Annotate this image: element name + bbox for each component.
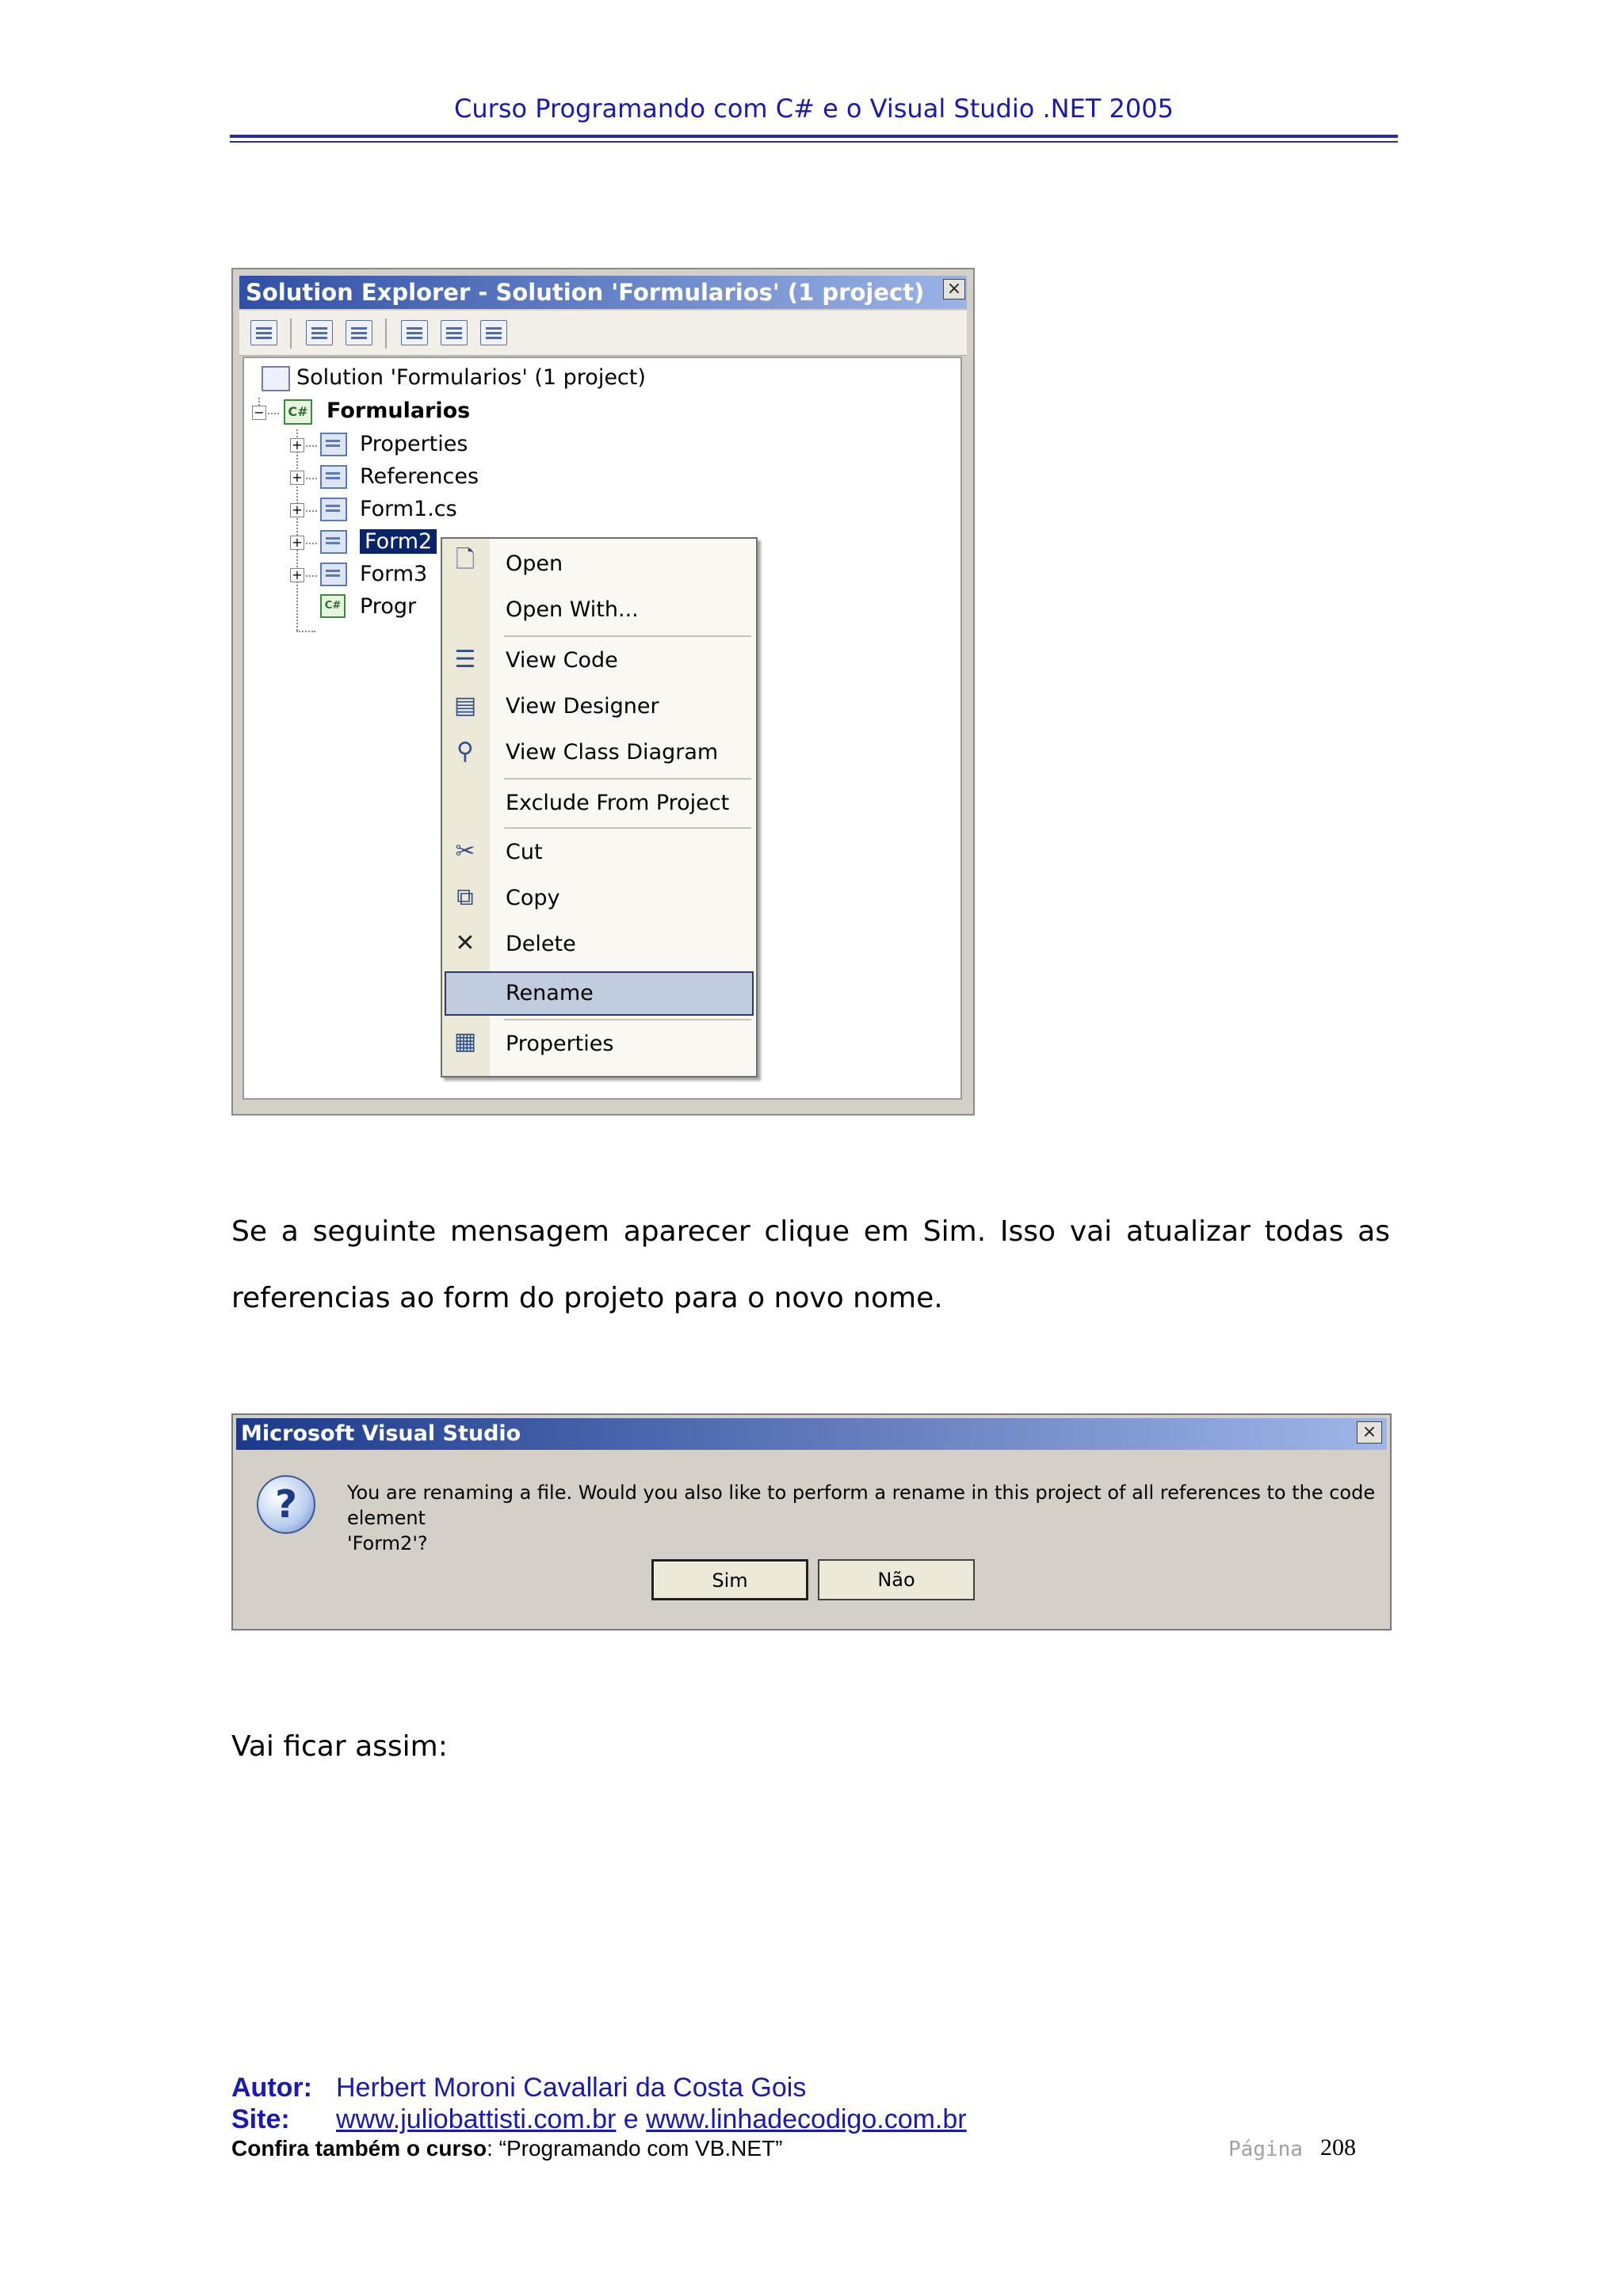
tree-line xyxy=(306,510,317,512)
message-box xyxy=(231,1413,1392,1630)
open-icon: 🗋 xyxy=(455,546,475,574)
message-line: You are renaming a file. Would you also like to perform a rename in this project of all references to the code element xyxy=(347,1482,1376,1529)
view-code-icon: ☰ xyxy=(454,646,476,673)
running-header: Curso Programando com C# e o Visual Studio .NET 2005 xyxy=(454,93,1174,124)
menu-item-view-class-diagram[interactable]: View Class Diagram xyxy=(506,740,719,765)
tree-line xyxy=(306,543,317,544)
paragraph-line: referencias ao form do projeto para o novo nome. xyxy=(231,1282,943,1314)
menu-item-cut[interactable]: Cut xyxy=(506,840,543,864)
view-designer-icon[interactable] xyxy=(441,320,468,345)
tree-item-form3[interactable]: Form3 xyxy=(360,562,428,586)
csharp-project-icon: C# xyxy=(284,399,312,425)
tree-project[interactable]: Formularios xyxy=(327,399,471,423)
expand-icon[interactable]: + xyxy=(290,536,304,550)
solution-explorer-toolbar xyxy=(239,311,967,356)
confira-label: Confira também o curso xyxy=(231,2136,487,2161)
properties-icon: ▦ xyxy=(453,1028,477,1055)
delete-icon: ✕ xyxy=(455,929,475,957)
csharp-file-icon: C# xyxy=(320,594,346,618)
collapse-icon[interactable]: − xyxy=(252,406,266,420)
tree-item-references[interactable]: References xyxy=(360,464,479,489)
footer-site xyxy=(231,2104,967,2135)
tree-item-program[interactable]: Progr xyxy=(360,594,417,619)
close-icon[interactable]: × xyxy=(1357,1421,1382,1444)
class-diagram-icon: ⚲ xyxy=(456,738,474,765)
menu-item-properties[interactable]: Properties xyxy=(506,1032,614,1056)
tree-item-form2-label: Form2 xyxy=(360,529,437,554)
menu-item-open[interactable]: Open xyxy=(506,551,563,576)
expand-icon[interactable]: + xyxy=(290,503,304,517)
menu-separator xyxy=(504,635,751,637)
message-box-title: Microsoft Visual Studio xyxy=(236,1418,1387,1450)
tree-line xyxy=(296,631,315,632)
properties-icon[interactable] xyxy=(250,320,277,345)
site-separator: e xyxy=(623,2104,639,2134)
context-menu xyxy=(441,537,758,1077)
author-name: Herbert Moroni Cavallari da Costa Gois xyxy=(336,2073,807,2103)
paragraph-line: Se a seguinte mensagem aparecer clique em Sim. Isso vai atualizar todas as xyxy=(231,1215,1390,1248)
page-label: Página xyxy=(1228,2138,1303,2161)
tree-item-form2[interactable] xyxy=(360,527,437,557)
tree-item-form1[interactable]: Form1.cs xyxy=(360,497,457,521)
author-label: Autor: xyxy=(231,2073,312,2103)
tree-line xyxy=(306,445,317,447)
tree-line xyxy=(268,413,279,414)
no-button[interactable]: Não xyxy=(818,1559,975,1600)
menu-item-view-code[interactable]: View Code xyxy=(506,648,618,673)
site-label: Site: xyxy=(231,2104,290,2134)
yes-button[interactable]: Sim xyxy=(651,1559,808,1600)
form-icon xyxy=(320,498,347,521)
tree-line xyxy=(306,478,317,479)
menu-item-exclude[interactable]: Exclude From Project xyxy=(506,791,730,815)
site-link-1[interactable]: www.juliobattisti.com.br xyxy=(336,2104,617,2134)
toolbar-separator xyxy=(385,318,387,349)
message-line: 'Form2'? xyxy=(347,1532,428,1554)
tree-solution[interactable]: Solution 'Formularios' (1 project) xyxy=(296,365,646,390)
footer-author xyxy=(231,2073,806,2103)
properties-folder-icon xyxy=(320,433,347,456)
confira-text: : “Programando com VB.NET” xyxy=(487,2136,783,2161)
form-icon xyxy=(320,563,347,586)
solution-explorer-window xyxy=(231,268,975,1116)
paragraph: Vai ficar assim: xyxy=(231,1730,448,1763)
expand-icon[interactable]: + xyxy=(290,438,304,452)
tree-line xyxy=(296,429,298,631)
site-link-2[interactable]: www.linhadecodigo.com.br xyxy=(646,2104,967,2134)
menu-item-copy[interactable]: Copy xyxy=(506,886,560,910)
cut-icon: ✂ xyxy=(455,837,475,865)
question-icon: ? xyxy=(257,1475,315,1534)
tree-item-properties[interactable]: Properties xyxy=(360,432,468,456)
message-text xyxy=(347,1480,1377,1556)
solution-explorer-title: Solution Explorer - Solution 'Formularios' (1 project) xyxy=(239,276,967,309)
menu-separator xyxy=(504,1019,751,1020)
menu-item-view-designer[interactable]: View Designer xyxy=(506,694,659,719)
menu-separator xyxy=(504,778,751,780)
header-rule xyxy=(230,135,1398,138)
form-icon xyxy=(320,530,347,554)
solution-icon xyxy=(262,366,290,391)
expand-icon[interactable]: + xyxy=(290,471,304,485)
references-icon xyxy=(320,465,347,489)
view-code-icon[interactable] xyxy=(401,320,428,345)
menu-item-delete[interactable]: Delete xyxy=(506,932,576,956)
close-icon[interactable]: × xyxy=(943,279,965,299)
expand-icon[interactable]: + xyxy=(290,568,304,582)
menu-separator xyxy=(504,827,751,829)
class-diagram-icon[interactable] xyxy=(480,320,507,345)
footer-confira xyxy=(231,2136,783,2161)
page-number: 208 xyxy=(1320,2134,1356,2161)
copy-icon: ⧉ xyxy=(456,883,474,911)
menu-item-open-with[interactable]: Open With... xyxy=(506,597,639,622)
header-rule-thin xyxy=(230,141,1398,143)
menu-item-rename[interactable]: Rename xyxy=(506,981,594,1005)
view-designer-icon: ▤ xyxy=(453,692,477,719)
toolbar-separator xyxy=(290,318,292,349)
tree-line xyxy=(306,575,317,577)
show-all-files-icon[interactable] xyxy=(306,320,333,345)
refresh-icon[interactable] xyxy=(346,320,372,345)
